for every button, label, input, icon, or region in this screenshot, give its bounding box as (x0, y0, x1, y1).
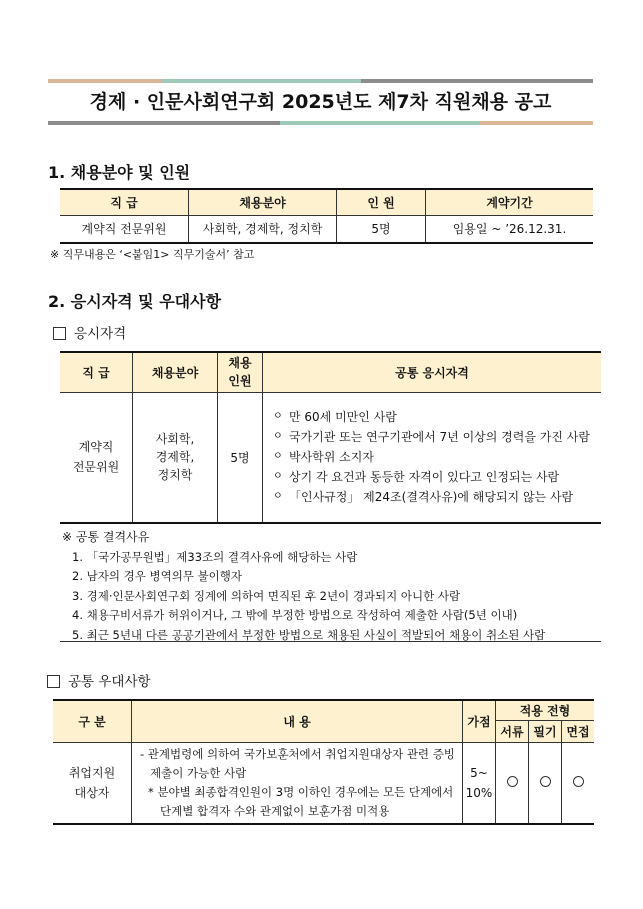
pref-content-note: * 분야별 최종합격인원이 3명 이하인 경우에는 모든 단계에서 단계별 합격자 수와 관계없이 보훈가점 미적용 (148, 784, 454, 818)
pref-cell-category: 취업지원 대상자 (53, 742, 132, 824)
header-top-bar-gray (361, 79, 593, 83)
requirement-item: ㅇ 상기 각 요건과 동등한 자격이 있다고 인정되는 사람 (273, 467, 595, 487)
preference-table (53, 699, 594, 825)
requirement-item: ㅇ 국가기관 또는 연구기관에서 7년 이상의 경력을 가진 사람 (273, 427, 595, 447)
disqualification-item: 2. 남자의 경우 병역의무 불이행자 (72, 569, 243, 583)
pref-header-category: 구 분 (53, 700, 132, 742)
qualification-subheading (53, 322, 126, 342)
preference-title: 공통 우대사항 (68, 674, 151, 690)
recruitment-table (60, 188, 593, 244)
qual-header-common: 공통 응시자격 (263, 352, 602, 392)
checkbox-square-icon (53, 327, 66, 340)
pref-header-stages: 적용 전형 (496, 700, 595, 720)
qual-cell-grade: 계약직 전문위원 (60, 392, 133, 523)
qual-cell-requirements (263, 392, 602, 523)
circle-mark-icon (540, 776, 551, 787)
disqualification-heading: ※ 공통 결격사유 (62, 530, 150, 544)
section1-heading: 1. 채용분야 및 인원 (48, 163, 191, 182)
disqualification-block (60, 528, 601, 645)
qual-cell-field: 사회학, 경제학, 정치학 (133, 392, 218, 523)
pref-mark-written (529, 742, 562, 824)
qualification-title: 응시자격 (74, 326, 127, 342)
pref-subheader-documents: 서류 (496, 720, 529, 742)
disqualification-item: 3. 경제·인문사회연구회 징계에 의하여 면직된 후 2년이 경과되지 아니한 사람 (72, 588, 461, 603)
disqualification-item: 5. 최근 5년내 다른 공공기관에서 부정한 방법으로 채용된 사실이 적발되어 채용이 취소된 사람 (72, 627, 546, 642)
checkbox-square-icon (47, 675, 60, 688)
page-title: 경제 · 인문사회연구회 2025년도 제7차 직원채용 공고 (89, 91, 552, 113)
qualification-table (60, 351, 601, 524)
pref-cell-points: 5~ 10% (463, 742, 496, 824)
requirement-item: ㅇ 박사학위 소지자 (273, 447, 595, 467)
section2-heading: 2. 응시자격 및 우대사항 (48, 292, 222, 311)
divider (60, 641, 601, 642)
disqualification-list (60, 548, 601, 646)
pref-subheader-interview: 면접 (562, 720, 595, 742)
qual-header-grade: 직 급 (60, 352, 133, 392)
requirement-item: ㅇ 「인사규정」 제24조(결격사유)에 해당되지 않는 사람 (273, 487, 595, 507)
disqualification-item: 4. 채용구비서류가 허위이거나, 그 밖에 부정한 방법으로 작성하여 제출한 사람(5년 이내) (72, 608, 518, 622)
qual-header-count: 채용 인원 (218, 352, 263, 392)
cell-grade: 계약직 전문위원 (60, 215, 189, 243)
pref-content-item: - 관계법령에 의하여 국가보훈처에서 취업지원대상자 관련 증빙 제출이 가능한 사람 (140, 746, 455, 780)
pref-mark-documents (496, 742, 529, 824)
preference-subheading (47, 670, 151, 690)
pref-cell-content (132, 742, 463, 824)
cell-period: 임용일 ~ ’26.12.31. (426, 215, 594, 243)
cell-count: 5명 (337, 215, 426, 243)
pref-subheader-written: 필기 (529, 720, 562, 742)
pref-header-points: 가점 (463, 700, 496, 742)
pref-header-content: 내 용 (132, 700, 463, 742)
qual-header-field: 채용분야 (133, 352, 218, 392)
col-header-grade: 직 급 (60, 189, 189, 215)
col-header-period: 계약기간 (426, 189, 594, 215)
disqualification-item: 1. 「국가공무원법」제33조의 결격사유에 해당하는 사람 (72, 549, 358, 564)
pref-mark-interview (562, 742, 595, 824)
header-bottom-bar-green (280, 121, 480, 125)
circle-mark-icon (573, 776, 584, 787)
header-bottom-bar-tan (480, 121, 593, 125)
col-header-field: 채용분야 (189, 189, 337, 215)
circle-mark-icon (507, 776, 518, 787)
header-top-bar-green (161, 79, 361, 83)
col-header-count: 인 원 (337, 189, 426, 215)
requirement-list (263, 407, 601, 507)
header-top-bar-tan (48, 79, 161, 83)
header-bottom-bar-gray (48, 121, 280, 125)
job-description-note: ※ 직무내용은 ‘<붙임1> 직무기술서’ 참고 (50, 248, 255, 261)
cell-field: 사회학, 경제학, 정치학 (189, 215, 337, 243)
qual-cell-count: 5명 (218, 392, 263, 523)
requirement-item: ㅇ 만 60세 미만인 사람 (273, 407, 595, 427)
